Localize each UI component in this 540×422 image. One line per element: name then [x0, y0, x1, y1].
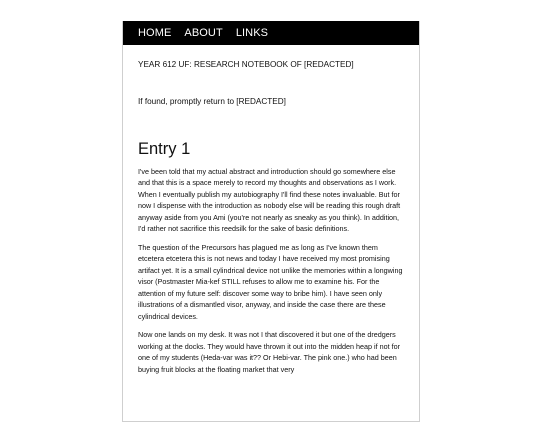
entry-title: Entry 1 — [138, 139, 191, 158]
top-navbar — [123, 21, 419, 45]
entry-paragraph-2: The question of the Precursors has plagued me as long as I've known them etcetera etcetera this is not news and today I have received my most promising artifact yet. It is a small cylindrical device not unlike the memories within a longwing visor (Postmaster Mia-kef STILL refuses to allow me to examine his. For the attention of my future self: discover some way to bribe him). I have seen only illustrations of a dismantled visor, anyway, and inside the case there are these cylindrical devices. — [138, 242, 403, 321]
nav-link-about[interactable]: ABOUT — [184, 26, 223, 39]
notebook-page — [122, 21, 420, 422]
nav-link-home[interactable]: HOME — [138, 26, 172, 39]
return-notice: If found, promptly return to [REDACTED] — [138, 96, 286, 106]
page-content — [123, 60, 419, 375]
entry-paragraph-3: Now one lands on my desk. It was not I that discovered it but one of the dredgers working at the docks. They would have thrown it out into the midden heap if not for one of my students (Heda-var was it?? Or Hebi-var. The pink one.) who had been buying fruit blocks at the floating market that very — [138, 330, 400, 374]
entry-paragraph-1: I've been told that my actual abstract and introduction should go somewhere else and that this is a space merely to record my thoughts and observations as I work. When I eventually publish my autobiography I'll find these notes invaluable. But for now I dispense with the introduction as nobody else will be reading this rough draft anyway aside from you Ami (you're not nearly as sneaky as you think). In addition, I'd rather not sacrifice this reedsilk for the sake of basic definitions. — [138, 166, 401, 234]
nav-link-links[interactable]: LINKS — [235, 26, 269, 39]
notebook-title: YEAR 612 UF: RESEARCH NOTEBOOK OF [REDACTED] — [138, 60, 354, 69]
